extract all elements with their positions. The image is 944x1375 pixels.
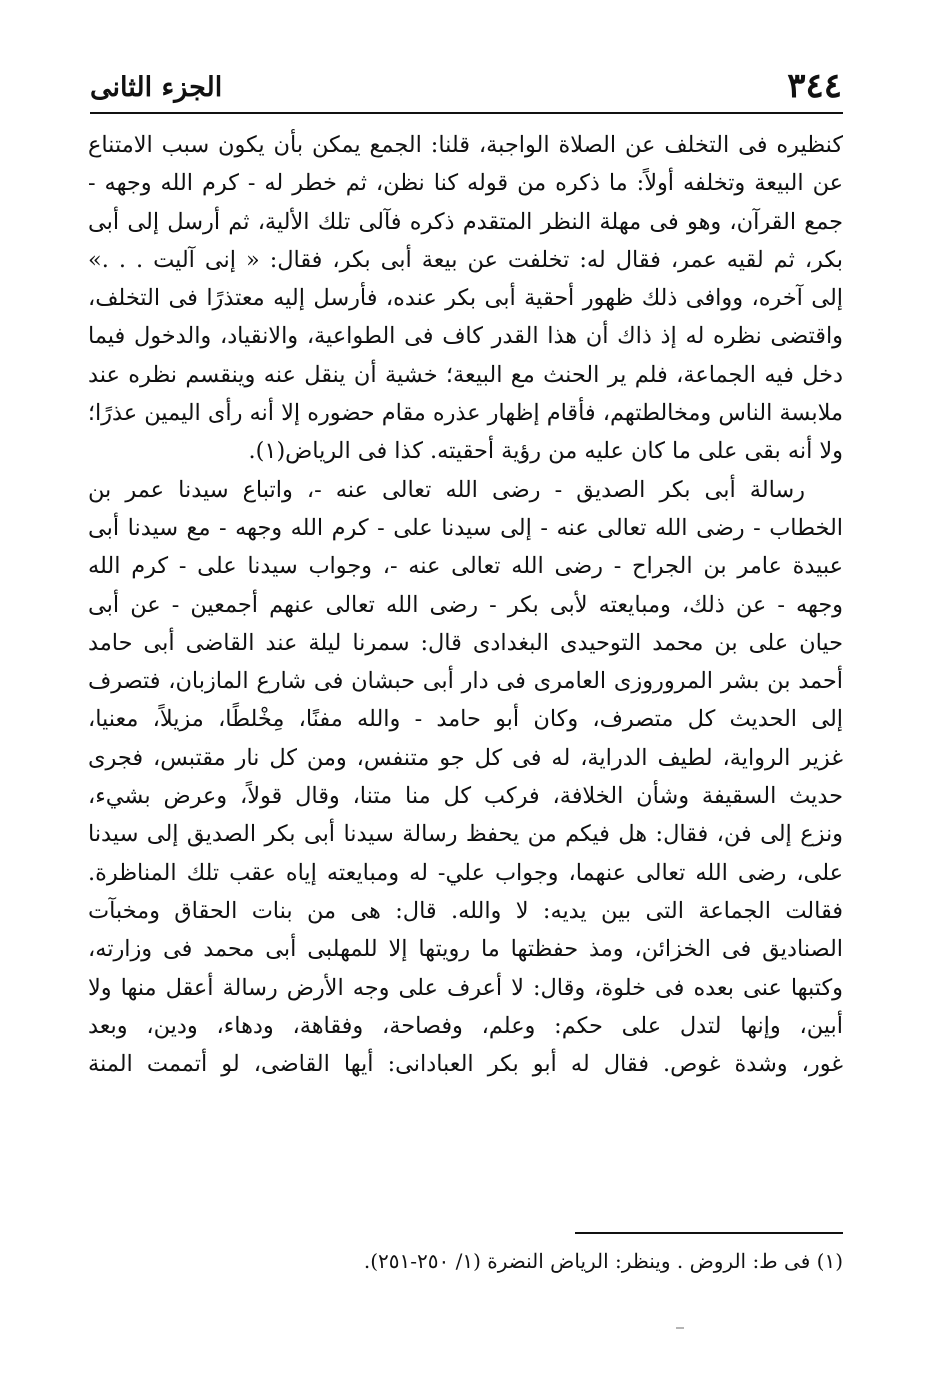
text-line: غور، وشدة غوص. فقال له أبو بكر العبادانى: أيها القاضى، لو أتممت المنة (88, 1051, 843, 1078)
text-line: الصناديق فى الخزائن، ومذ حفظتها ما رويتها إلا للمهلبى أبى محمد فى وزارته، (88, 936, 843, 963)
text-line: جمع القرآن، وهو فى مهلة النظر المتقدم ذكره فآلى تلك الألية، ثم أرسل إلى أبى (88, 208, 843, 235)
text-line: وكتبها عنى بعده فى خلوة، وقال: لا أعرف على وجه الأرض رسالة أعقل منها ولا (88, 974, 843, 1001)
text-line: كنظيره فى التخلف عن الصلاة الواجبة، قلنا: الجمع يمكن بأن يكون سبب الامتناع (88, 132, 843, 158)
page-number: ٣٤٤ (787, 66, 842, 106)
text-line: على، رضى الله تعالى عنهما، وجواب علي- له ومبايعته إياه عقب تلك المناظرة. (88, 859, 843, 886)
text-line: عبيدة عامر بن الجراح - رضى الله تعالى عنه -، وجواب سيدنا على - كرم الله (88, 553, 843, 580)
body-text (88, 126, 843, 1083)
text-line: الخطاب - رضى الله تعالى عنه - إلى سيدنا على - كرم الله وجهه - مع سيدنا أبى (88, 514, 843, 541)
text-line: إلى آخره، ووافى ذلك ظهور أحقية أبى بكر عنده، فأرسل إليه معتذرًا فى التخلف، (88, 285, 843, 312)
page-header (90, 58, 842, 108)
text-line: واقتضى نظره له إذ ذاك أن هذا القدر كاف فى الطواعية، والانقياد، والدخول فيما (88, 323, 843, 350)
footnote-rule (575, 1232, 843, 1234)
text-line: عن البيعة وتخلفه أولاً: ما ذكره من قوله كنا نظن، ثم خطر له - كرم الله وجهه - (88, 170, 843, 197)
text-line: ولا أنه بقى على ما كان عليه من رؤية أحقيته. كذا فى الرياض(١). (248, 438, 843, 465)
text-line: حديث السقيفة وشأن الخلافة، فركب كل منا متنا، وقال قولاً، وعرض بشيء، (88, 783, 843, 810)
text-line: ونزع إلى فن، فقال: هل فيكم من يحفظ رسالة سيدنا أبى بكر الصديق إلى سيدنا (88, 821, 843, 848)
text-line: إلى الحديث كل متصرف، وكان أبو حامد - والله مفنًا، مِخْلطًا، مزيلاً، معنيا، (88, 706, 843, 733)
header-rule (90, 112, 843, 114)
running-title: الجزء الثانى (90, 72, 223, 103)
text-line: رسالة أبى بكر الصديق - رضى الله تعالى عنه -، واتباع سيدنا عمر بن (88, 476, 805, 503)
text-line: حيان على بن محمد التوحيدى البغدادى قال: سمرنا ليلة عند القاضى أبى حامد (88, 629, 843, 656)
text-line: أبين، وإنها لتدل على حكم: وعلم، وفصاحة، وفقاهة، ودهاء، ودين، وبعد (88, 1012, 843, 1039)
text-line: وجهه - عن ذلك، ومبايعته لأبى بكر - رضى الله تعالى عنهم أجمعين - عن أبى (88, 591, 843, 618)
text-line: غزير الرواية، لطيف الدراية، له فى كل جو متنفس، ومن كل نار مقتبس، فجرى (88, 744, 843, 771)
text-line: دخل فيه الجماعة، فلم ير الحنث مع البيعة؛ خشية أن ينقل عنه وينقسم نظره عند (88, 361, 843, 388)
text-line: أحمد بن بشر المروروزى العامرى فى دار أبى حبشان فى شارع المازبان، فتصرف (88, 668, 843, 695)
text-line: بكر، ثم لقيه عمر، فقال له: تخلفت عن بيعة أبى بكر، فقال: « إنى آليت . . .» (88, 246, 843, 273)
text-line: فقالت الجماعة التى بين يديه: لا والله. قال: هى من بنات الحقاق ومخبآت (88, 897, 843, 924)
scan-speck (676, 1327, 684, 1329)
text-line: ملابسة الناس ومخالطتهم، فأقام إظهار عذره مقام حضوره إلا أنه رأى اليمين عذرًا؛ (88, 400, 843, 427)
footnote: (١) فى ط: الروض . وينظر: الرياض النضرة (١/ ٢٥٠-٢٥١). (363, 1249, 843, 1273)
